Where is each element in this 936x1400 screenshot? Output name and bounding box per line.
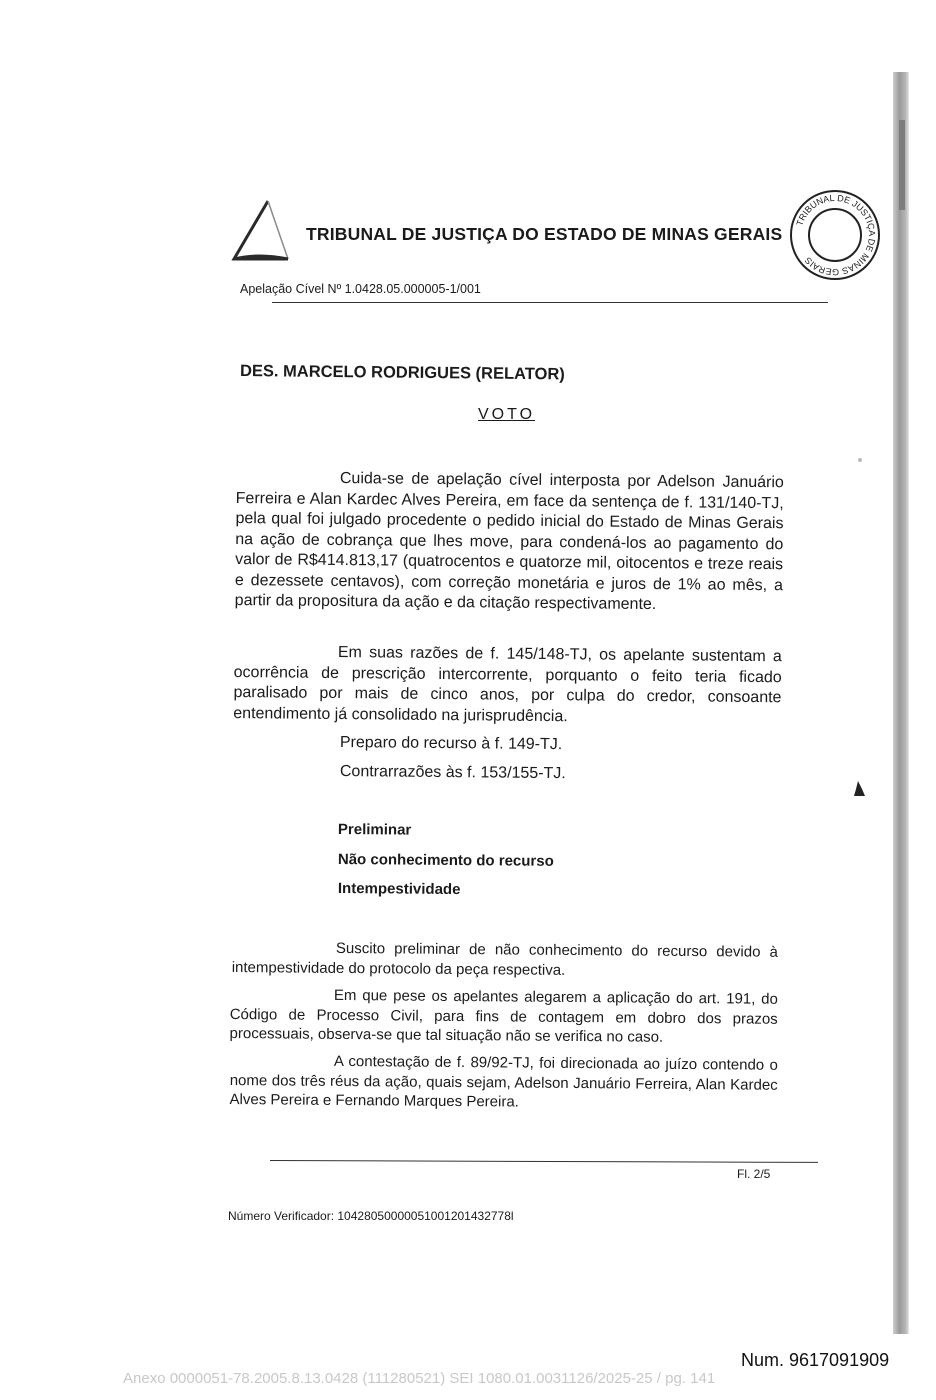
- paragraph-preliminar: [232, 938, 778, 982]
- paragraph-text: Cuida-se de apelação cível interposta por Adelson Januário Ferreira e Alan Kardec Alves Pereira, em face da sentença de f. 131/140-TJ, pela qual foi julgado procedente o pedido inicial do Estado de Minas Gerais na ação de cobrança que lhes move, para condená-los ao pagamento do valor de R$414.813,17 (quatrocentos e quatorze mil, oitocentos e treze reais e dezessete centavos), com correção monetária e juros de 1% ao mês, a partir da propositura da ação e da citação respectivamente.: [234, 469, 784, 614]
- page-folio: Fl. 2/5: [737, 1167, 771, 1181]
- paragraph-text: Em que pese os apelantes alegarem a aplicação do art. 191, do Código de Processo Civil, para fins de contagem em dobro dos prazos processuais, observa-se que tal situação não se verifica no caso.: [229, 986, 778, 1046]
- court-seal-icon: [788, 188, 882, 282]
- paragraph-text: A contestação de f. 89/92-TJ, foi direcionada ao juízo contendo o nome dos três réus da ação, quais sejam, Adelson Januário Ferreira, Alan Kardec Alves Pereira e Fernando Marques Pereira.: [229, 1052, 778, 1111]
- tjmg-triangle-logo-icon: [228, 197, 300, 265]
- court-name: TRIBUNAL DE JUSTIÇA DO ESTADO DE MINAS GERAIS: [306, 224, 783, 244]
- paragraph-text: Suscito preliminar de não conhecimento do recurso devido à intempestividade do protocolo da peça respectiva.: [231, 939, 778, 979]
- seal-text: TRIBUNAL DE JUSTIÇA DE MINAS GERAIS: [794, 192, 878, 278]
- annex-watermark: Anexo 0000051-78.2005.8.13.0428 (111280521) SEI 1080.01.0031126/2025-25 / pg. 141: [123, 1370, 716, 1387]
- verifier-number: Número Verificador: 10428050000051001201432778l: [228, 1209, 514, 1223]
- paragraph-art-191: [229, 985, 777, 1048]
- paragraph-appeal-grounds: [233, 642, 782, 729]
- paragraph-facts: [235, 468, 784, 617]
- contrarrazoes-line: Contrarrazões às f. 153/155-TJ.: [339, 763, 566, 783]
- svg-text:TRIBUNAL DE JUSTIÇA DE MINAS G: [794, 193, 877, 277]
- section-heading-nao-conhecimento: Não conhecimento do recurso: [337, 851, 554, 870]
- preparo-line: Preparo do recurso à f. 149-TJ.: [339, 734, 563, 754]
- voto-title: VOTO: [478, 406, 536, 423]
- section-heading-preliminar: Preliminar: [337, 821, 412, 839]
- scan-edge-shadow: [893, 72, 909, 1334]
- scan-edge-mark: [899, 120, 905, 210]
- document-number-stamp: Num. 9617091909: [741, 1350, 890, 1370]
- header-divider: [272, 302, 828, 303]
- scan-blot-mark: [852, 780, 866, 798]
- scan-speck: [858, 458, 862, 462]
- paragraph-text: Em suas razões de f. 145/148-TJ, os apelante sustentam a ocorrência de prescrição intercorrente, porquanto o feito teria ficado paralisado por mais de cinco anos, por culpa do credor, consoante entendimento já consolidado na jurisprudência.: [233, 643, 782, 725]
- paragraph-contestacao: [229, 1051, 777, 1114]
- section-heading-intempestividade: Intempestividade: [337, 880, 461, 899]
- case-number: Apelação Cível Nº 1.0428.05.000005-1/001: [240, 282, 481, 296]
- footer-divider: [270, 1160, 818, 1163]
- relator-heading: DES. MARCELO RODRIGUES (RELATOR): [239, 362, 565, 384]
